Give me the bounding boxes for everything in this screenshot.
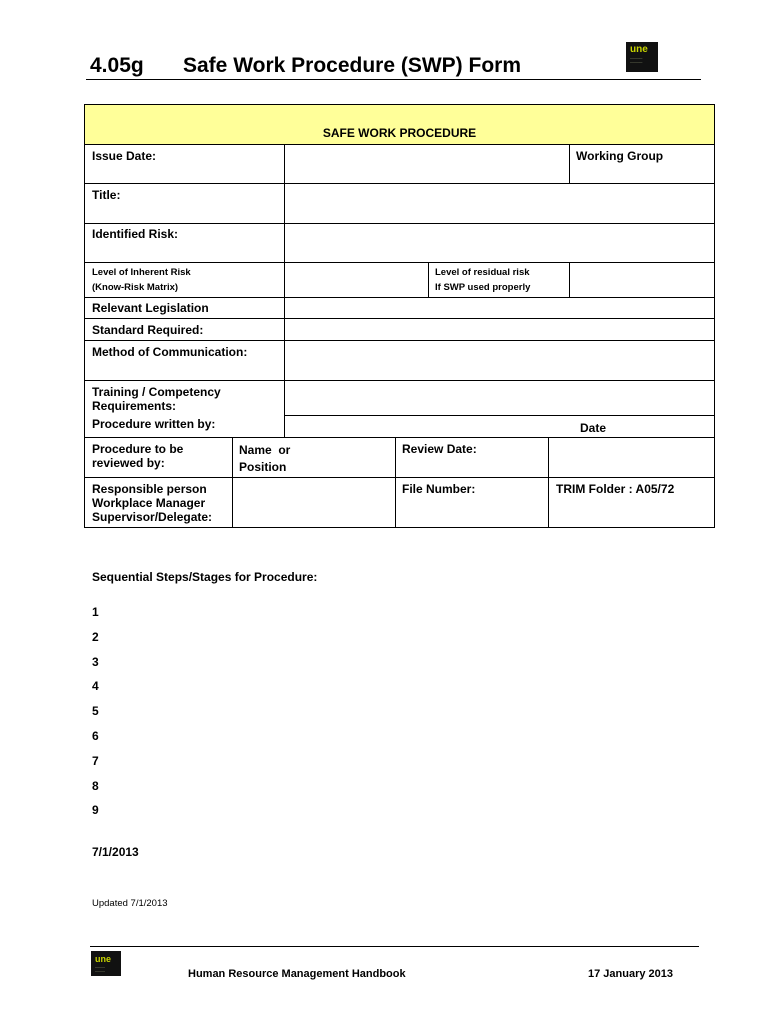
inherent-risk-label-line1: Level of Inherent Risk: [92, 267, 191, 278]
step-number: 4: [92, 679, 99, 694]
une-logo: une ───── ─────: [626, 42, 658, 72]
row-divider: [84, 262, 715, 263]
inherent-risk-label-line2: (Know-Risk Matrix): [92, 282, 179, 293]
procedure-date: 7/1/2013: [92, 845, 139, 859]
document-number: 4.05g: [90, 54, 144, 77]
step-number: 9: [92, 803, 99, 818]
step-number: 6: [92, 729, 99, 743]
col-divider: [284, 144, 285, 437]
relevant-legislation-label: Relevant Legislation: [92, 301, 209, 315]
name-position-label: [239, 442, 290, 476]
steps-heading: Sequential Steps/Stages for Procedure:: [92, 570, 318, 584]
title-rule: [86, 79, 701, 80]
row-divider: [84, 144, 715, 145]
working-group-label: Working Group: [576, 149, 664, 163]
footer-rule: [90, 946, 699, 947]
row-divider: [84, 437, 715, 438]
col-divider: [548, 437, 549, 528]
col-divider: [232, 437, 233, 528]
step-number: 7: [92, 753, 99, 768]
reviewed-by-label-line1: Procedure to be: [92, 442, 184, 456]
row-divider: [284, 415, 715, 416]
form-header: [85, 105, 714, 144]
reviewed-by-label: [92, 442, 183, 470]
document-title: Safe Work Procedure (SWP) Form: [183, 54, 522, 77]
row-divider: [84, 340, 715, 341]
training-label-line1: Training / Competency: [92, 385, 221, 399]
col-divider: [395, 437, 396, 528]
issue-date-label: Issue Date:: [92, 149, 157, 163]
step-number: 1: [92, 605, 99, 619]
row-divider: [84, 477, 715, 478]
method-of-communication-label: Method of Communication:: [92, 345, 248, 359]
step-number: 2: [92, 629, 99, 644]
responsible-label-line1: Responsible person: [92, 482, 207, 496]
footer-date: 17 January 2013: [588, 968, 674, 980]
training-label: [92, 385, 221, 413]
residual-risk-label: [435, 265, 530, 295]
identified-risk-label: Identified Risk:: [92, 227, 179, 241]
training-label-line2: Requirements:: [92, 399, 177, 413]
residual-risk-label-line1: Level of residual risk: [435, 267, 530, 278]
inherent-risk-label: [92, 265, 191, 295]
responsible-label-line3: Supervisor/Delegate:: [92, 510, 213, 524]
une-footer-logo: une ──── ────: [91, 951, 121, 976]
residual-risk-label-line2: If SWP used properly: [435, 282, 531, 293]
name-position-label-line2: Position: [239, 460, 287, 474]
standard-required-label: Standard Required:: [92, 323, 204, 337]
reviewed-by-label-line2: reviewed by:: [92, 456, 165, 470]
date-label: Date: [580, 421, 607, 435]
step-number: 8: [92, 778, 99, 793]
title-label: Title:: [92, 188, 121, 202]
form-header-text: SAFE WORK PROCEDURE: [322, 126, 477, 140]
row-divider: [84, 318, 715, 319]
col-divider: [569, 144, 570, 183]
step-number: 5: [92, 704, 99, 719]
row-divider: [84, 297, 715, 298]
review-date-label: Review Date:: [402, 442, 477, 456]
responsible-label: [92, 482, 212, 524]
updated-note: Updated 7/1/2013: [92, 898, 168, 909]
col-divider: [569, 262, 570, 297]
step-number: 3: [92, 654, 99, 669]
logo-text: une: [630, 44, 648, 55]
trim-folder-label: TRIM Folder : A05/72: [556, 482, 675, 496]
file-number-label: File Number:: [402, 482, 476, 496]
responsible-label-line2: Workplace Manager: [92, 496, 206, 510]
name-position-label-line1: Name or: [239, 443, 291, 457]
row-divider: [84, 183, 715, 184]
row-divider: [84, 380, 715, 381]
written-by-label: Procedure written by:: [92, 417, 216, 431]
footer-handbook-title: Human Resource Management Handbook: [188, 968, 406, 980]
row-divider: [84, 223, 715, 224]
col-divider: [428, 262, 429, 297]
footer-logo-text: une: [95, 954, 112, 964]
